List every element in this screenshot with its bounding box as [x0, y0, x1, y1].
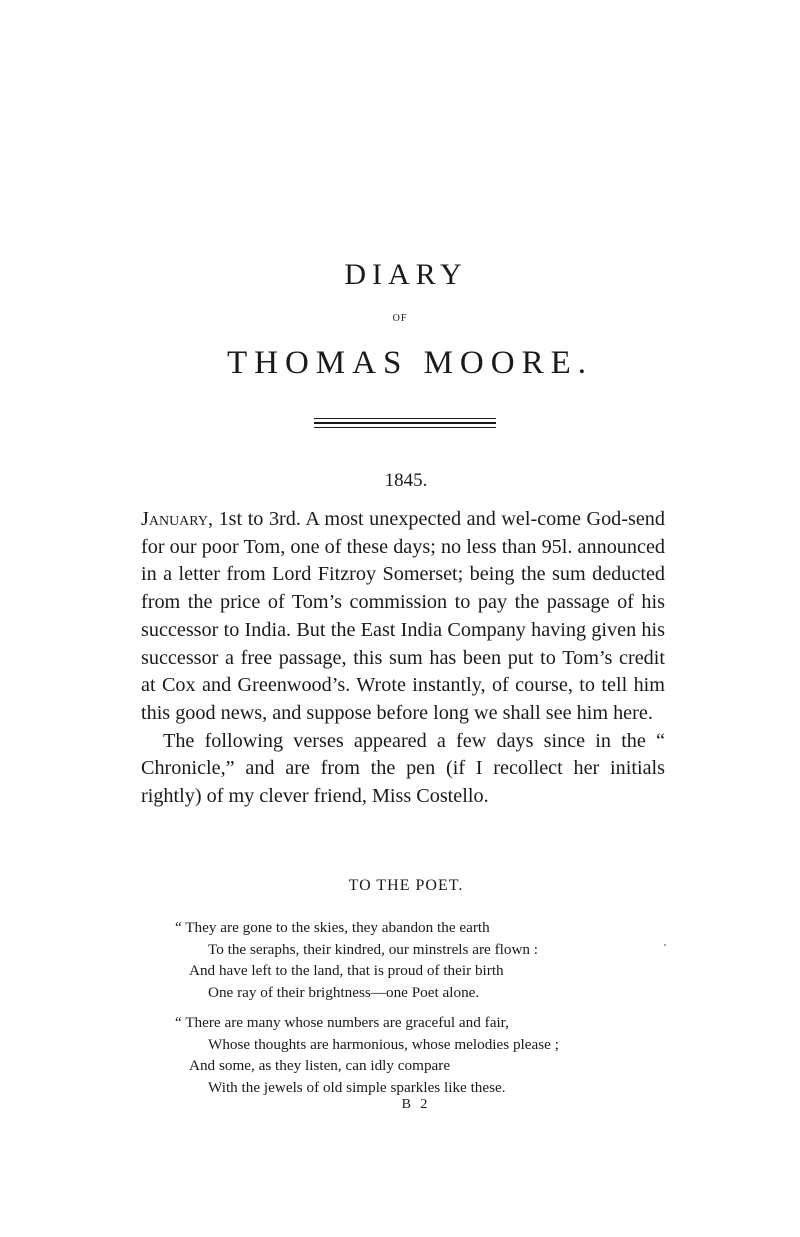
- ink-speck: [664, 944, 666, 946]
- title-rule-top: [314, 418, 496, 419]
- poem-line: One ray of their brightness—one Poet alone.: [208, 983, 480, 1001]
- diary-entry: [141, 506, 665, 811]
- year-heading: 1845.: [384, 470, 428, 491]
- author-name: THOMAS MOORE.: [226, 345, 594, 381]
- poem-line: To the seraphs, their kindred, our minstrels are flown :: [208, 940, 539, 958]
- poem-stanza-2: [175, 1012, 645, 1098]
- poem-line: “ They are gone to the skies, they abandon the earth: [175, 919, 490, 936]
- entry-paragraph-1: [141, 506, 665, 728]
- title-rule-middle: [314, 422, 496, 424]
- poem-stanza-1: [175, 917, 645, 1003]
- entry-date-label: January,: [141, 508, 214, 530]
- poem-title: TO THE POET.: [348, 877, 464, 894]
- poem-line: With the jewels of old simple sparkles like these.: [208, 1078, 506, 1096]
- signature-mark: B 2: [401, 1097, 431, 1112]
- title-connector: OF: [392, 313, 408, 324]
- entry-paragraph-2: The following verses appeared a few days since in the “ Chronicle,” and are from the pen (if I recollect her initials rightly) of my clever friend, Miss Costello.: [141, 729, 665, 808]
- book-title: DIARY: [344, 258, 468, 291]
- poem-line: “ There are many whose numbers are graceful and fair,: [175, 1014, 509, 1031]
- entry-paragraph-1-text: 1st to 3rd. A most unexpected and wel-come God-send for our poor Tom, one of these days; no less than 95l. announced in a letter from Lord Fitzroy Somerset; being the sum deducted from the price of Tom’s commission to pay the passage of his successor to India. But the East India Company having given his successor a free passage, this sum has been put to Tom’s credit at Cox and Greenwood’s. Wrote instantly, of course, to tell him this good news, and suppose before long we shall see him here.: [141, 508, 665, 724]
- poem-line: Whose thoughts are harmonious, whose melodies please ;: [208, 1035, 559, 1053]
- poem-line: And some, as they listen, can idly compare: [189, 1057, 451, 1074]
- title-rule-bottom: [314, 427, 496, 428]
- poem-line: And have left to the land, that is proud of their birth: [189, 962, 504, 979]
